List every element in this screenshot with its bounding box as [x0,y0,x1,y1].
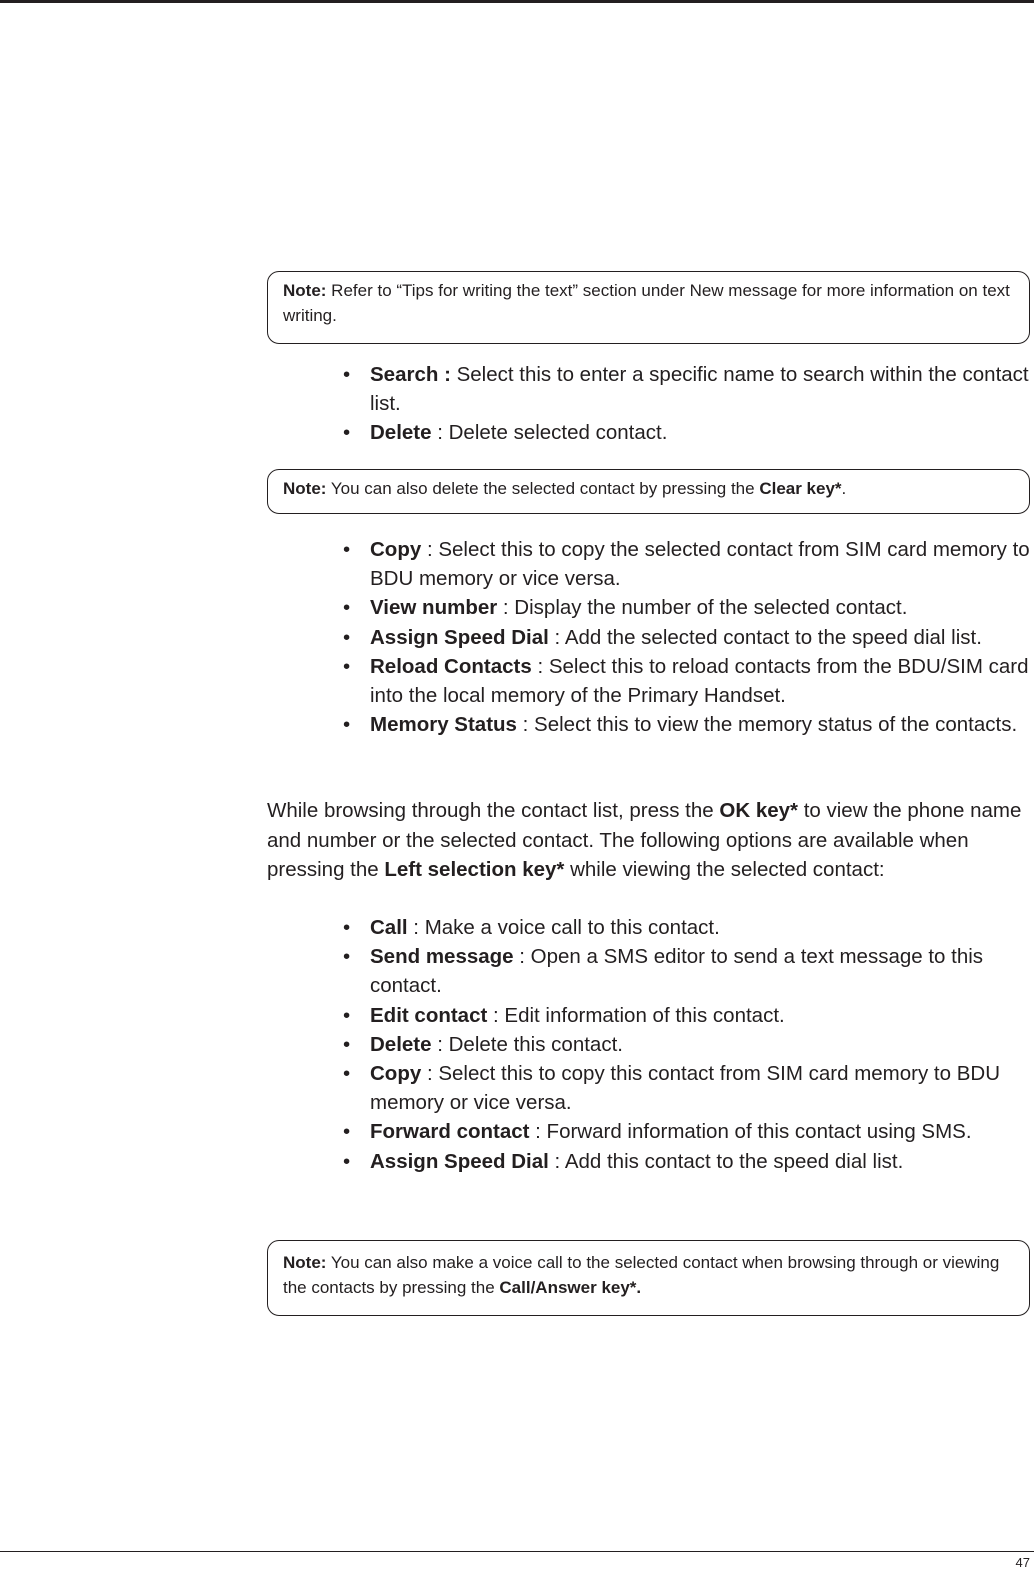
list-item [343,913,1033,942]
top-rule [0,0,1034,3]
options-list-search-delete [343,360,1033,448]
bullet-icon: • [343,1003,351,1027]
bullet-icon: • [343,363,351,386]
option-term: Search : [370,363,451,386]
bullet-icon: • [343,1149,351,1173]
list-item [343,652,1033,710]
bullet-icon: • [343,713,351,737]
note-box-call-answer-key [267,1240,1030,1316]
option-term: Delete [370,421,432,445]
bullet-icon: • [343,945,351,969]
option-term: Delete [370,1032,432,1056]
list-item [343,1001,1033,1030]
option-description: : Select this to copy this contact from SIM card memory to BDU memory or vice versa. [370,1062,1000,1115]
bullet-icon: • [343,538,351,561]
option-term: Call [370,916,408,939]
note-text: You can also make a voice call to the selected contact when browsing through or viewing the contacts by pressing the [283,1253,1000,1297]
note-text: Refer to “Tips for writing the text” section under New message for more information on text writing. [283,281,1010,325]
list-item [343,1117,1033,1146]
bullet-icon: • [343,1032,351,1056]
option-term: Forward contact [370,1120,530,1144]
option-term: Memory Status [370,713,517,737]
paragraph-key: Left selection key* [384,858,565,881]
option-description: Select this to enter a specific name to search within the contact list. [370,363,1029,416]
list-item [343,1059,1033,1117]
note-box-clear-key [267,469,1030,514]
option-term: Edit contact [370,1003,488,1027]
bullet-icon: • [343,1120,351,1144]
paragraph-text: while viewing the selected contact: [564,858,885,881]
page-number: 47 [1015,1555,1030,1570]
list-item [343,593,1033,622]
option-description: : Delete this contact. [431,1032,623,1056]
option-description: : Display the number of the selected contact. [497,596,908,620]
option-description: : Add the selected contact to the speed dial list. [548,625,982,649]
option-description: : Make a voice call to this contact. [407,916,720,939]
option-term: Assign Speed Dial [370,1149,549,1173]
option-term: Reload Contacts [370,654,532,678]
list-item [343,418,1033,447]
note-key: Clear key* [759,479,842,498]
option-term: Copy [370,538,422,561]
option-term: Assign Speed Dial [370,625,549,649]
option-description: : Open a SMS editor to send a text message to this contact. [370,945,984,998]
option-description: : Edit information of this contact. [487,1003,785,1027]
option-description: : Select this to view the memory status of the contacts. [516,713,1018,737]
paragraph-key: OK key* [719,799,799,822]
option-description: : Forward information of this contact using SMS. [529,1120,972,1144]
option-description: : Select this to copy the selected contact from SIM card memory to BDU memory or vice versa. [370,538,1030,591]
note-box-text-writing [267,271,1030,344]
list-item [343,710,1033,739]
option-term: Send message [370,945,514,969]
bottom-rule [0,1551,1034,1552]
option-description: : Delete selected contact. [431,421,668,445]
bullet-icon: • [343,654,351,678]
options-list-selected-contact [343,913,1033,1176]
note-text: You can also delete the selected contact by pressing the [326,479,760,498]
bullet-icon: • [343,1062,351,1086]
list-item [343,623,1033,652]
note-key: Call/Answer key*. [499,1278,642,1297]
note-label: Note: [283,281,327,300]
bullet-icon: • [343,421,351,445]
option-description: : Add this contact to the speed dial list. [548,1149,904,1173]
list-item [343,1147,1033,1176]
browsing-paragraph [267,796,1027,885]
bullet-icon: • [343,596,351,620]
note-label: Note: [283,1253,327,1272]
option-term: Copy [370,1062,422,1086]
note-end: . [841,479,847,498]
option-description: : Select this to reload contacts from the BDU/SIM card into the local memory of the Primary Handset. [370,654,1029,708]
bullet-icon: • [343,916,351,939]
paragraph-text: While browsing through the contact list, press the [267,799,720,822]
bullet-icon: • [343,625,351,649]
list-item [343,360,1033,418]
note-label: Note: [283,479,327,498]
options-list-contact-menu [343,535,1033,739]
list-item [343,1030,1033,1059]
list-item [343,535,1033,593]
paragraph-text: to view the phone name and number or the selected contact. The following options are available when pressing the [267,799,1022,881]
option-term: View number [370,596,498,620]
list-item [343,942,1033,1000]
